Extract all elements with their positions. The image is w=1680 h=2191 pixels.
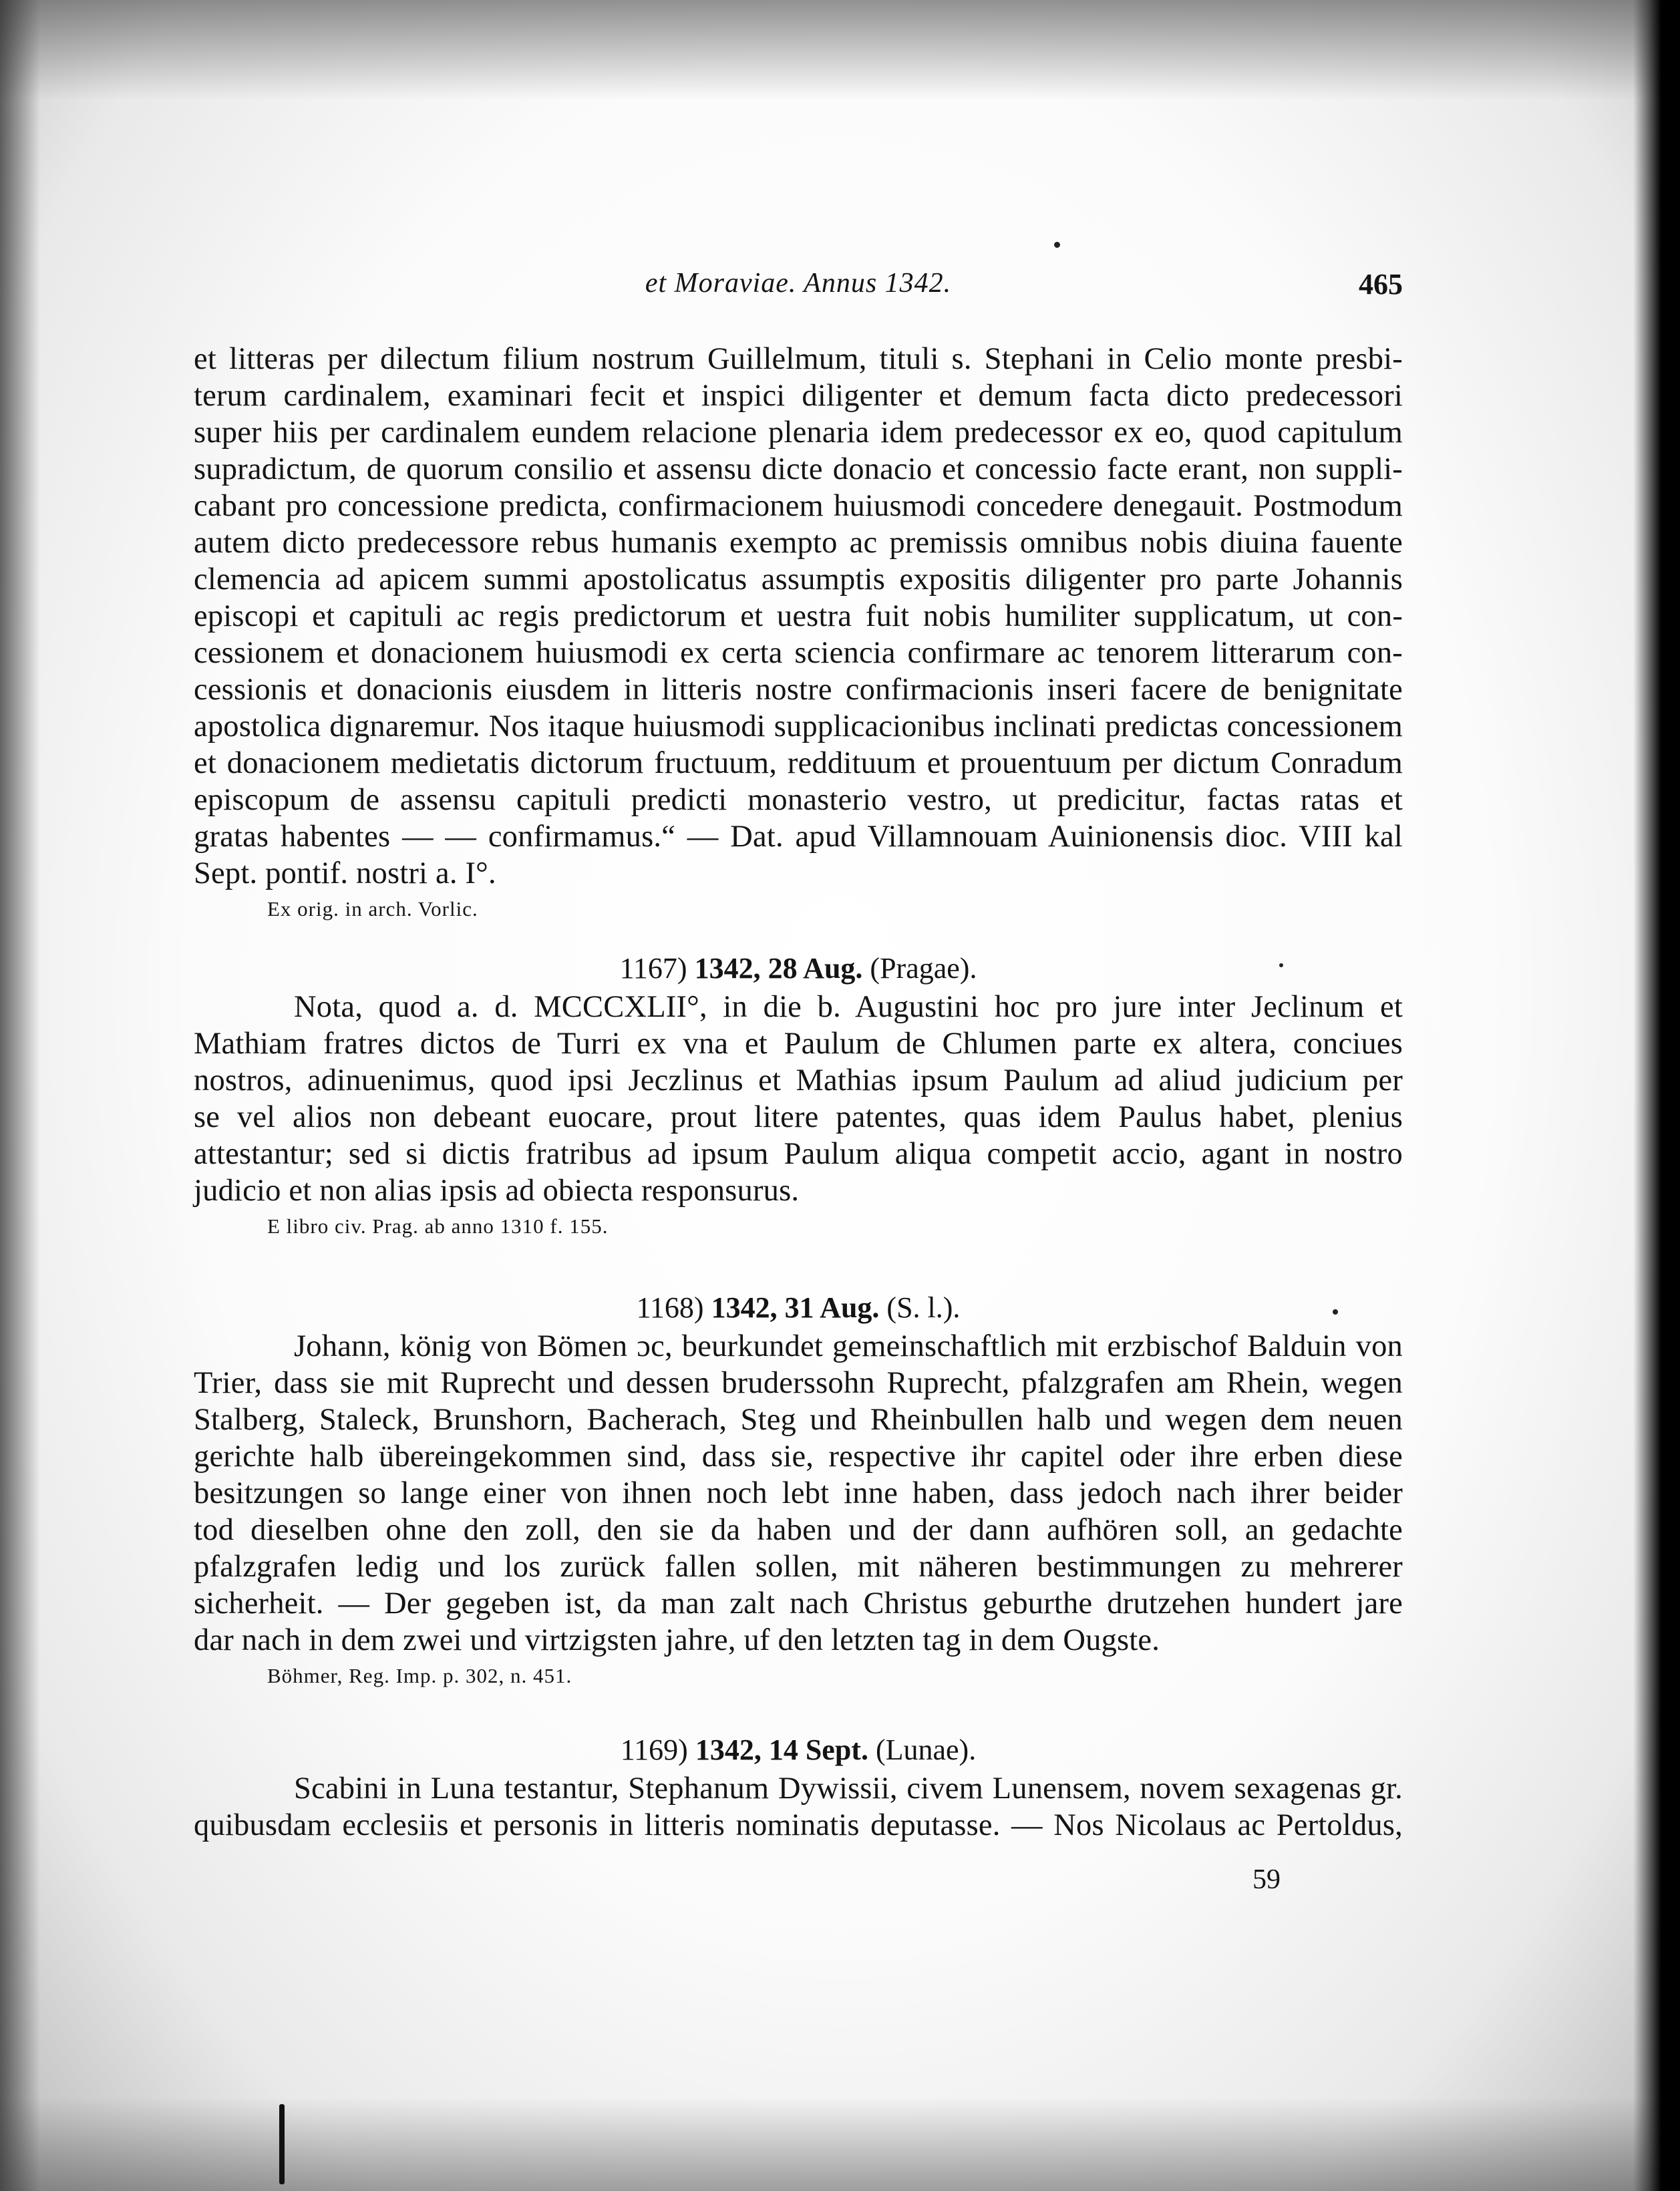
signature-mark: 59 xyxy=(1252,1864,1281,1895)
page-number: 465 xyxy=(1359,268,1403,301)
entry-1169 xyxy=(194,1730,1403,1844)
text-line: Sept. pontif. nostri a. I°. xyxy=(194,856,496,890)
text-line: supradictum, de quorum consilio et assensu dicte donacio et concessio facte erant, non suppli- xyxy=(194,452,1403,486)
text-line: nostros, adinuenimus, quod ipsi Jeczlinus et Mathias ipsum Paulum ad aliud judicium per xyxy=(194,1063,1403,1098)
entry-date: 1342, 31 Aug. xyxy=(711,1291,880,1324)
running-title: et Moraviae. Annus 1342. xyxy=(645,268,952,299)
ink-speck xyxy=(1054,242,1060,248)
source-citation: Ex orig. in arch. Vorlic. xyxy=(267,897,478,920)
text-line: Johann, könig von Bömen ɔc, beurkundet gemeinschaftlich mit erzbischof Balduin von xyxy=(294,1329,1403,1363)
entry-number: 1168) xyxy=(636,1291,704,1324)
text-line: et donacionem medietatis dictorum fructuum, reddituum et prouentuum per dictum Conradum xyxy=(194,746,1403,780)
text-line: Scabini in Luna testantur, Stephanum Dywissii, civem Lunensem, novem sexagenas gr. xyxy=(294,1772,1403,1806)
text-line: Mathiam fratres dictos de Turri ex vna et Paulum de Chlumen parte ex altera, conciues xyxy=(194,1027,1403,1061)
text-line: sicherheit. — Der gegeben ist, da man zalt nach Christus geburthe drutzehen hundert jare xyxy=(194,1586,1403,1621)
text-line: pfalzgrafen ledig und los zurück fallen sollen, mit näheren bestimmungen zu mehrerer xyxy=(194,1550,1403,1584)
text-line: Trier, dass sie mit Ruprecht und dessen bruderssohn Ruprecht, pfalzgrafen am Rhein, wegen xyxy=(194,1366,1403,1400)
text-line: episcopi et capituli ac regis predictorum et uestra fuit nobis humiliter supplicatum, ut con- xyxy=(194,599,1403,633)
text-line: se vel alios non debeant euocare, prout litere patentes, quas idem Paulus habet, plenius xyxy=(194,1100,1403,1134)
scan-shadow-right xyxy=(1633,0,1680,2191)
scan-shadow-top xyxy=(0,0,1680,100)
entry-place: (S. l.). xyxy=(886,1291,961,1324)
text-line: terum cardinalem, examinari fecit et inspici diligenter et demum facta dicto predecessori xyxy=(194,379,1403,413)
entry-number: 1169) xyxy=(620,1733,688,1766)
source-citation: Böhmer, Reg. Imp. p. 302, n. 451. xyxy=(267,1664,572,1687)
text-line: cessionem et donacionem huiusmodi ex certa sciencia confirmare ac tenorem litterarum con- xyxy=(194,636,1403,670)
entry-1168 xyxy=(194,1288,1403,1689)
text-line: tod dieselben ohne den zoll, den sie da haben und der dann aufhören soll, an gedachte xyxy=(194,1513,1403,1547)
text-line: autem dicto predecessore rebus humanis exempto ac premissis omnibus nobis diuina fauente xyxy=(194,526,1403,560)
text-line: gerichte halb übereingekommen sind, dass sie, respective ihr capitel oder ihre erben diese xyxy=(194,1440,1403,1474)
text-line: attestantur; sed si dictis fratribus ad ipsum Paulum aliqua competit accio, agant in nostro xyxy=(194,1137,1403,1171)
text-line: et litteras per dilectum filium nostrum Guillelmum, tituli s. Stephani in Celio monte presbi- xyxy=(194,342,1403,376)
text-line: clemencia ad apicem summi apostolicatus assumptis expositis diligenter pro parte Johannis xyxy=(194,562,1403,597)
source-citation: E libro civ. Prag. ab anno 1310 f. 155. xyxy=(267,1214,609,1238)
text-line: Stalberg, Staleck, Brunshorn, Bacherach, Steg und Rheinbullen halb und wegen dem neuen xyxy=(194,1403,1403,1437)
text-line: besitzungen so lange einer von ihnen noch lebt inne haben, dass jedoch nach ihrer beider xyxy=(194,1476,1403,1510)
text-line: dar nach in dem zwei und virtzigsten jahre, uf den letzten tag in dem Ougste. xyxy=(194,1623,1160,1657)
entry-1166-continuation xyxy=(194,341,1403,922)
binding-mark xyxy=(279,2104,285,2184)
text-line: apostolica dignaremur. Nos itaque huiusmodi supplicacionibus inclinati predictas concessionem xyxy=(194,709,1403,743)
entry-place: (Lunae). xyxy=(875,1733,977,1766)
text-line: judicio et non alias ipsis ad obiecta responsurus. xyxy=(194,1174,800,1208)
text-line: cabant pro concessione predicta, confirmacionem huiusmodi concedere denegauit. Postmodum xyxy=(194,489,1403,523)
entry-heading xyxy=(194,1730,1403,1770)
scan-shadow-left xyxy=(0,0,40,2191)
text-line: Nota, quod a. d. MCCCXLII°, in die b. Augustini hoc pro jure inter Jeclinum et xyxy=(294,990,1403,1024)
text-line: super hiis per cardinalem eundem relacione plenaria idem predecessor ex eo, quod capitulum xyxy=(194,415,1403,450)
entry-heading xyxy=(194,949,1403,989)
entry-date: 1342, 28 Aug. xyxy=(694,952,863,985)
text-line: gratas habentes — — confirmamus.“ — Dat. apud Villamnouam Auinionensis dioc. VIII kal xyxy=(194,820,1403,854)
entry-heading xyxy=(194,1288,1403,1328)
entry-place: (Pragae). xyxy=(870,952,977,985)
entry-date: 1342, 14 Sept. xyxy=(695,1733,868,1766)
scan-shadow-bottom xyxy=(0,2097,1680,2191)
text-line: episcopum de assensu capituli predicti monasterio vestro, ut predicitur, factas ratas et xyxy=(194,783,1403,817)
entry-number: 1167) xyxy=(619,952,687,985)
entry-1167 xyxy=(194,949,1403,1240)
text-line: cessionis et donacionis eiusdem in litteris nostre confirmacionis inseri facere de benignitate xyxy=(194,673,1403,707)
running-head xyxy=(194,267,1403,307)
text-line: quibusdam ecclesiis et personis in litteris nominatis deputasse. — Nos Nicolaus ac Pertoldus, xyxy=(194,1808,1403,1842)
